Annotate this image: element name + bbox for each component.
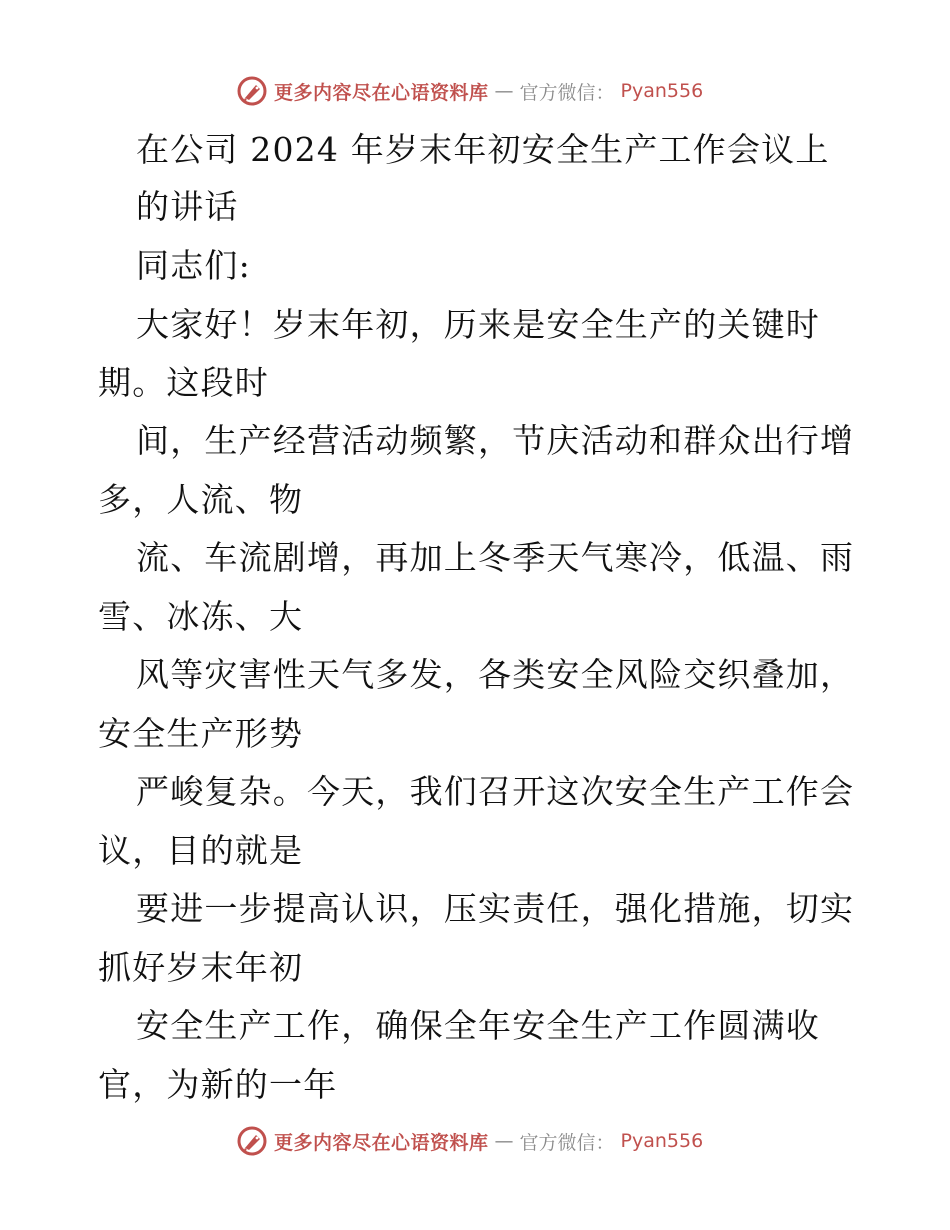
- header-watermark: [236, 74, 703, 108]
- paragraph-line: 风等灾害性天气多发，各类安全风险交织叠加，: [136, 655, 855, 694]
- paragraph-line: 大家好！岁末年初，历来是安全生产的关键时: [136, 305, 820, 344]
- watermark-site-text: 更多内容尽在心语资料库: [274, 1131, 489, 1154]
- paragraph-line: 安全生产工作，确保全年安全生产工作圆满收: [136, 1006, 820, 1045]
- paragraph-line: 多，人流、物: [98, 480, 304, 519]
- watermark-wechat-id: Pyan556: [620, 80, 704, 102]
- paragraph-line: 雪、冰冻、大: [98, 597, 304, 636]
- paragraph-line: 抓好岁末年初: [98, 948, 304, 987]
- footer-watermark: [236, 1124, 703, 1158]
- paragraph-line: 官，为新的一年: [98, 1065, 338, 1104]
- watermark-site-text: 更多内容尽在心语资料库: [274, 81, 489, 104]
- paragraph-line: 流、车流剧增，再加上冬季天气寒冷，低温、雨: [136, 538, 855, 577]
- paragraph-line: 间，生产经营活动频繁，节庆活动和群众出行增: [136, 421, 855, 460]
- watermark-separator: —: [494, 1130, 514, 1152]
- pen-nib-icon: [236, 75, 268, 107]
- paragraph-line: 议，目的就是: [98, 831, 304, 870]
- paragraph-line: 安全生产形势: [98, 714, 304, 753]
- watermark-wechat-label: 官方微信：: [519, 1131, 615, 1154]
- document-title-line-2: 的讲话: [136, 187, 239, 226]
- document-title-line-1: 在公司 2024 年岁末年初安全生产工作会议上: [136, 130, 830, 169]
- watermark-wechat-id: Pyan556: [620, 1130, 704, 1152]
- paragraph-line: 期。这段时: [98, 363, 269, 402]
- pen-nib-icon: [236, 1125, 268, 1157]
- watermark-separator: —: [494, 80, 514, 102]
- paragraph-line: 要进一步提高认识，压实责任，强化措施，切实: [136, 889, 855, 928]
- watermark-wechat-label: 官方微信：: [519, 81, 615, 104]
- paragraph-line: 严峻复杂。今天，我们召开这次安全生产工作会: [136, 772, 855, 811]
- salutation: 同志们:: [136, 246, 251, 285]
